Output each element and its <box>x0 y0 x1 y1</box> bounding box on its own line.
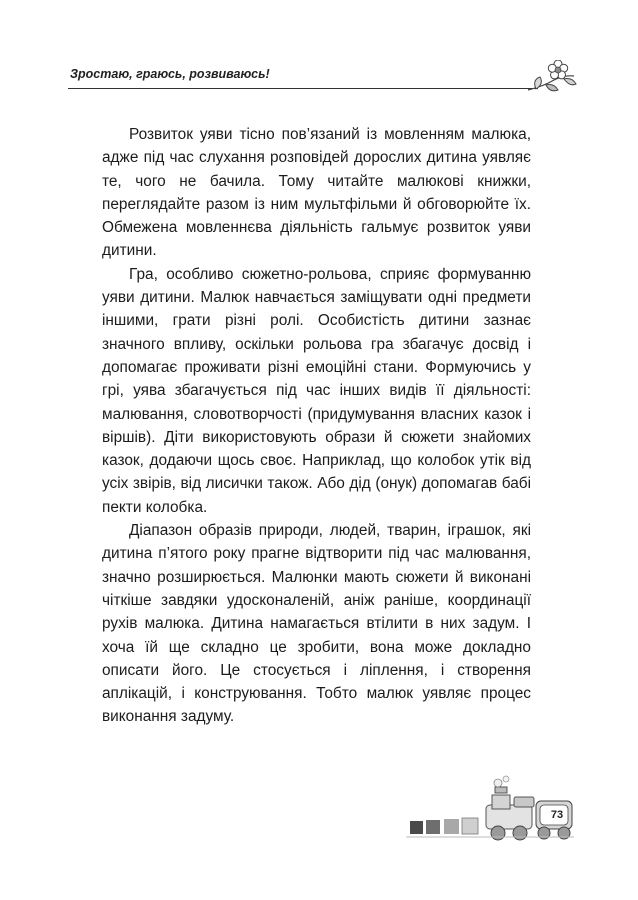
paragraph: Діапазон образів природи, людей, тварин, іграшок, які дитина п’ятого року прагне відтворити під час малювання, значно розширюється. Малюнки мають сюжети й виконані чіткіше завдяки удосконаленій, аніж раніше, координації рухів малюка. Дитина намагається втілити в них задум. І хоча їй ще складно це зробити, вона може докладно описати його. Це стосується і ліплення, і створення аплікацій, і конструювання. Тобто малюк уявляє процес виконання задуму. <box>102 522 531 726</box>
book-title: Зростаю, граюсь, розвиваюсь! <box>70 67 270 81</box>
paragraph: Гра, особливо сюжетно-рольова, сприяє формуванню уяви дитини. Малюк навчається заміщувати одні предмети іншими, грати різні ролі. Особистість дитини зазнає значного впливу, оскільки рольова гра збагачує досвід і допомагає проживати різні емоційні стани. Формуючись у грі, уява збагачується під час інших видів її діяльності: малювання, словотворчості (придумування власних казок і віршів). Діти використовують образи й сюжети знайомих казок, додаючи щось своє. Наприклад, що колобок утік від усіх звірів, від лисички також. Або дід (онук) допомагав бабі пекти колобка. <box>102 265 531 516</box>
main-text <box>102 123 531 729</box>
paragraph: Розвиток уяви тісно пов’язаний із мовленням малюка, адже під час слухання розповідей дорослих дитина уявляє те, чого не бачила. Тому читайте малюкові книжки, переглядайте разом із ним мультфільми й обговорюйте їх. Обмежена мовленнєва діяльність гальмує розвиток уяви дитини. <box>102 126 531 260</box>
running-header <box>68 60 578 100</box>
flower-icon <box>524 60 578 102</box>
page-number: 73 <box>550 809 564 821</box>
header-divider <box>68 88 538 89</box>
